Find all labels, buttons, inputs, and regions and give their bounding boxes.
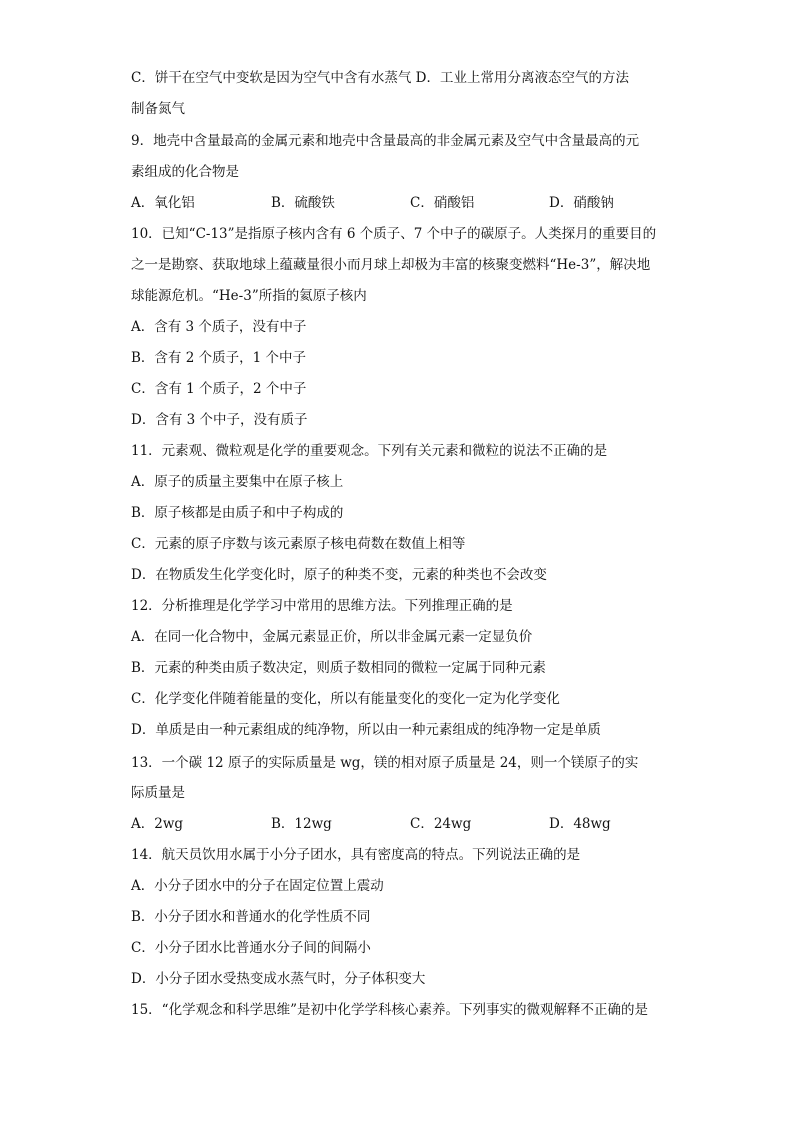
q10-option-a: A．含有 3 个质子，没有中子 (131, 319, 307, 335)
q9-option-d: D．硝酸钠 (549, 195, 614, 211)
q13-option-d: D．48wg (549, 816, 611, 832)
q12-stem: 12．分析推理是化学学习中常用的思维方法。下列推理正确的是 (131, 598, 513, 614)
q12-option-b: B．元素的种类由质子数决定，则质子数相同的微粒一定属于同种元素 (131, 660, 546, 676)
q10-stem-line3: 球能源危机。“He-3”所指的氦原子核内 (131, 288, 367, 304)
q14-stem: 14．航天员饮用水属于小分子团水，具有密度高的特点。下列说法正确的是 (131, 847, 581, 863)
q13-option-c: C．24wg (410, 816, 472, 832)
q9-stem: 9．地壳中含量最高的金属元素和地壳中含量最高的非金属元素及空气中含量最高的元 (131, 133, 640, 149)
q10-option-d: D．含有 3 个中子，没有质子 (131, 412, 308, 428)
q11-stem: 11．元素观、微粒观是化学的重要观念。下列有关元素和微粒的说法不正确的是 (131, 443, 608, 459)
q14-option-d: D．小分子团水受热变成水蒸气时，分子体积变大 (131, 971, 426, 987)
q11-option-a: A．原子的质量主要集中在原子核上 (131, 474, 344, 490)
q10-option-c: C．含有 1 个质子，2 个中子 (131, 381, 307, 397)
q11-option-c: C．元素的原子序数与该元素原子核电荷数在数值上相等 (131, 536, 466, 552)
q10-stem-line2: 之一是勘察、获取地球上蕴藏量很小而月球上却极为丰富的核聚变燃料“He-3”，解决地 (131, 257, 651, 273)
q8-option-cd: C．饼干在空气中变软是因为空气中含有水蒸气 D．工业上常用分离液态空气的方法 (131, 70, 629, 86)
q12-option-a: A．在同一化合物中，金属元素显正价，所以非金属元素一定显负价 (131, 629, 533, 645)
q13-stem: 13．一个碳 12 原子的实际质量是 wg，镁的相对原子质量是 24，则一个镁原子的实 (131, 755, 639, 771)
q9-option-c: C．硝酸铝 (410, 195, 475, 211)
q12-option-c: C．化学变化伴随着能量的变化，所以有能量变化的变化一定为化学变化 (131, 691, 560, 707)
q11-option-d: D．在物质发生化学变化时，原子的种类不变，元素的种类也不会改变 (131, 567, 547, 583)
q10-option-b: B．含有 2 个质子，1 个中子 (131, 350, 306, 366)
q14-option-a: A．小分子团水中的分子在固定位置上震动 (131, 878, 384, 894)
q14-option-c: C．小分子团水比普通水分子间的间隔小 (131, 940, 371, 956)
q11-option-b: B．原子核都是由质子和中子构成的 (131, 505, 344, 521)
q9-option-b: B．硫酸铁 (271, 195, 335, 211)
q8-option-d-continuation: 制备氮气 (131, 101, 185, 117)
q10-stem: 10．已知“C-13”是指原子核内含有 6 个质子、7 个中子的碳原子。人类探月的重要目的 (131, 226, 657, 242)
q13-option-b: B．12wg (271, 816, 332, 832)
q9-stem-continuation: 素组成的化合物是 (131, 164, 239, 180)
q14-option-b: B．小分子团水和普通水的化学性质不同 (131, 909, 371, 925)
q13-stem-continuation: 际质量是 (131, 785, 185, 801)
q13-option-a: A．2wg (131, 816, 184, 832)
q15-stem: 15．“化学观念和科学思维”是初中化学学科核心素养。下列事实的微观解释不正确的是 (131, 1002, 648, 1018)
q12-option-d: D．单质是由一种元素组成的纯净物，所以由一种元素组成的纯净物一定是单质 (131, 722, 601, 738)
q9-option-a: A．氧化铝 (131, 195, 195, 211)
